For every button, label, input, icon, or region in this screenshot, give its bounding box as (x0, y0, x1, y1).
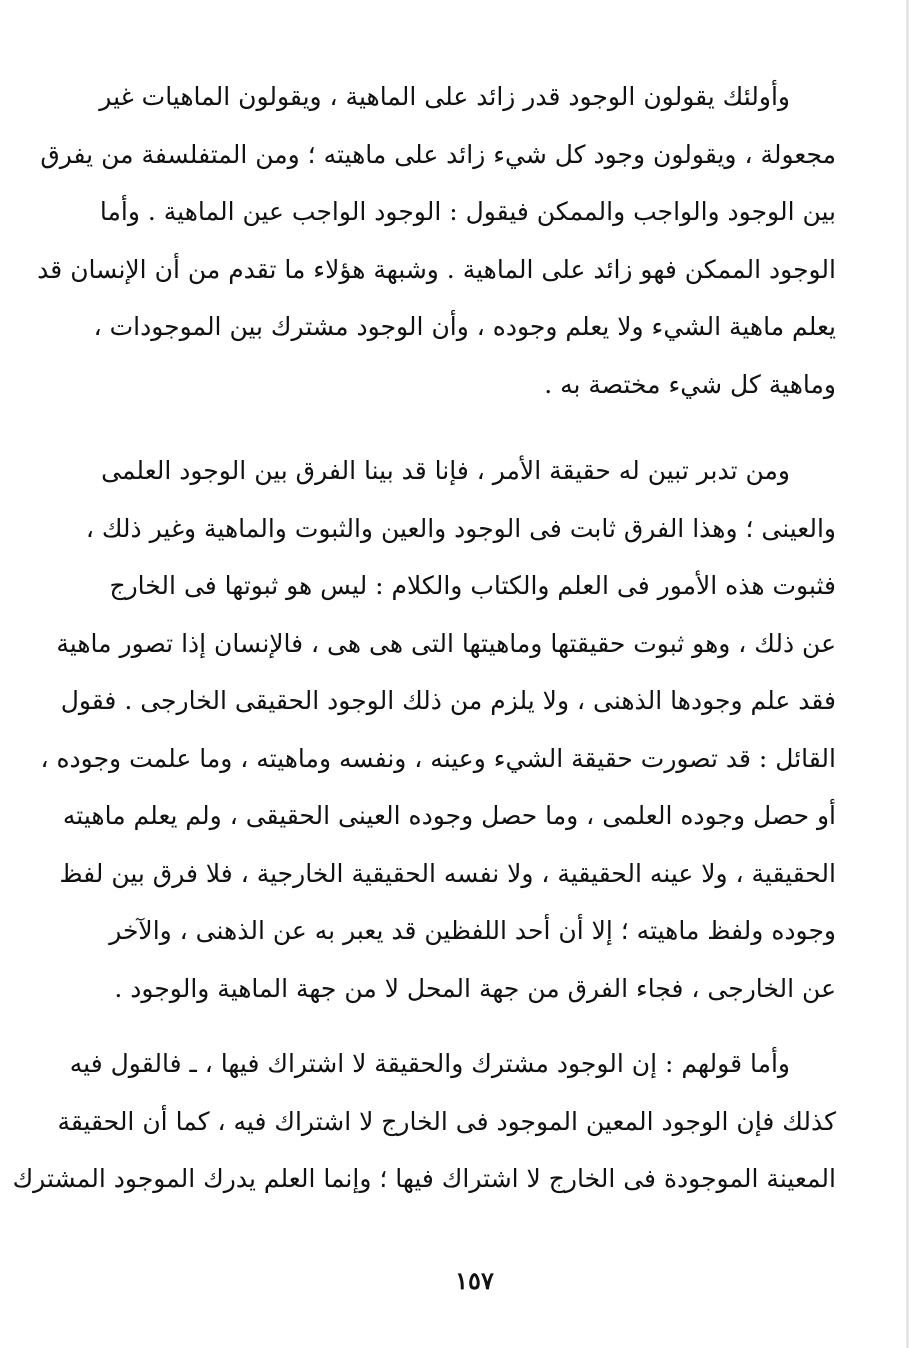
text-line: القائل : قد تصورت حقيقة الشيء وعينه ، ونفسه وماهيته ، وما علمت وجوده ، (40, 743, 836, 773)
text-line: المعينة الموجودة فى الخارج لا اشتراك فيها ؛ وإنما العلم يدرك الموجود المشترك (12, 1164, 836, 1193)
text-line: والعينى ؛ وهذا الفرق ثابت فى الوجود والعين والثبوت والماهية وغير ذلك ، (85, 513, 836, 543)
text-line: الوجود الممكن فهو زائد على الماهية . وشبهة هؤلاء ما تقدم من أن الإنسان قد (37, 254, 836, 284)
page-number: ١٥٧ (455, 1266, 494, 1295)
book-page-body (12, 68, 836, 1208)
text-line: فثبوت هذه الأمور فى العلم والكتاب والكلام : ليس هو ثبوتها فى الخارج (109, 571, 836, 600)
text-line: مجعولة ، ويقولون وجود كل شيء زائد على ماهيته ؛ ومن المتفلسفة من يفرق (40, 139, 836, 169)
text-line: كذلك فإن الوجود المعين الموجود فى الخارج لا اشتراك فيه ، كما أن الحقيقة (57, 1106, 836, 1136)
text-line: وأما قولهم : إن الوجود مشترك والحقيقة لا اشتراك فيها ، ـ فالقول فيه (69, 1049, 790, 1078)
paragraph-2 (40, 442, 836, 1017)
paragraph-1 (37, 68, 836, 413)
text-line: ومن تدبر تبين له حقيقة الأمر ، فإنا قد بينا الفرق بين الوجود العلمى (101, 456, 790, 485)
text-line: وجوده ولفظ ماهيته ؛ إلا أن أحد اللفظين قد يعبر به عن الذهنى ، والآخر (109, 916, 836, 945)
text-line: يعلم ماهية الشيء ولا يعلم وجوده ، وأن الوجود مشترك بين الموجودات ، (93, 312, 836, 341)
text-line: فقد علم وجودها الذهنى ، ولا يلزم من ذلك الوجود الحقيقى الخارجى . فقول (60, 686, 836, 715)
text-line: عن ذلك ، وهو ثبوت حقيقتها وماهيتها التى هى هى ، فالإنسان إذا تصور ماهية (56, 628, 836, 658)
text-line: بين الوجود والواجب والممكن فيقول : الوجود الواجب عين الماهية . وأما (99, 197, 836, 226)
text-line: عن الخارجى ، فجاء الفرق من جهة المحل لا من جهة الماهية والوجود . (114, 973, 836, 1003)
text-line: أو حصل وجوده العلمى ، وما حصل وجوده العينى الحقيقى ، ولم يعلم ماهيته (62, 801, 836, 830)
paragraph-3 (12, 1035, 836, 1208)
text-line: وماهية كل شيء مختصة به . (544, 369, 836, 399)
text-line: الحقيقية ، ولا عينه الحقيقية ، ولا نفسه الحقيقية الخارجية ، فلا فرق بين لفظ (59, 858, 836, 888)
text-line: وأولئك يقولون الوجود قدر زائد على الماهية ، ويقولون الماهيات غير (99, 82, 790, 111)
